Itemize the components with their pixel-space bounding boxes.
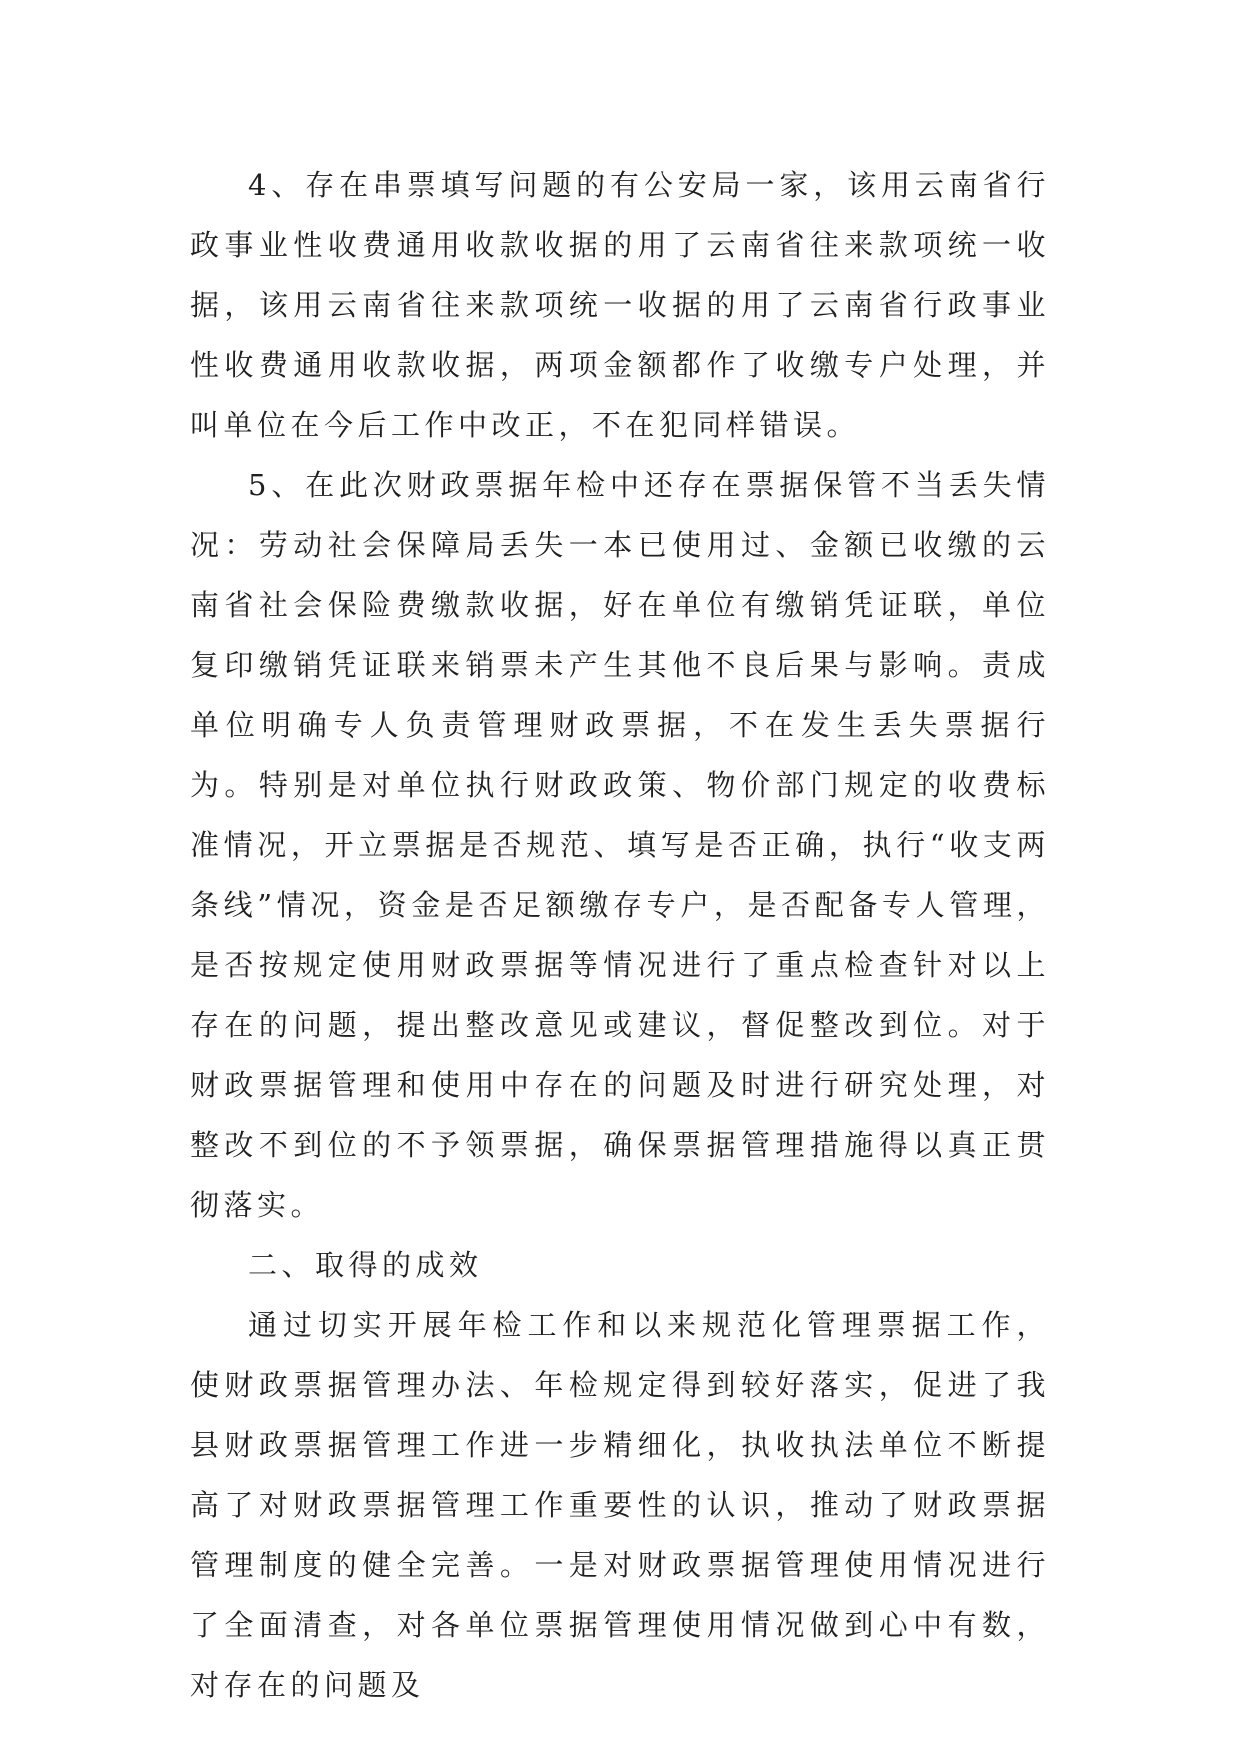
- paragraph-item-4: 4、存在串票填写问题的有公安局一家，该用云南省行政事业性收费通用收款收据的用了云南省往来款项统一收据，该用云南省往来款项统一收据的用了云南省行政事业性收费通用收款收据，两项金额都作了收缴专户处理，并叫单位在今后工作中改正，不在犯同样错误。: [190, 168, 1050, 442]
- document-body: [190, 155, 1050, 1715]
- paragraph-results: 通过切实开展年检工作和以来规范化管理票据工作，使财政票据管理办法、年检规定得到较好落实，促进了我县财政票据管理工作进一步精细化，执收执法单位不断提高了对财政票据管理工作重要性的认识，推动了财政票据管理制度的健全完善。一是对财政票据管理使用情况进行了全面清查，对各单位票据管理使用情况做到心中有数，对存在的问题及: [190, 1308, 1050, 1702]
- paragraph-item-5: 5、在此次财政票据年检中还存在票据保管不当丢失情况：劳动社会保障局丢失一本已使用过、金额已收缴的云南省社会保险费缴款收据，好在单位有缴销凭证联，单位复印缴销凭证联来销票未产生其他不良后果与影响。责成单位明确专人负责管理财政票据，不在发生丢失票据行为。特别是对单位执行财政政策、物价部门规定的收费标准情况，开立票据是否规范、填写是否正确，执行“收支两条线”情况，资金是否足额缴存专户，是否配备专人管理，是否按规定使用财政票据等情况进行了重点检查针对以上存在的问题，提出整改意见或建议，督促整改到位。对于财政票据管理和使用中存在的问题及时进行研究处理，对整改不到位的不予领票据，确保票据管理措施得以真正贯彻落实。: [190, 468, 1050, 1222]
- section-heading: 二、取得的成效: [248, 1248, 483, 1282]
